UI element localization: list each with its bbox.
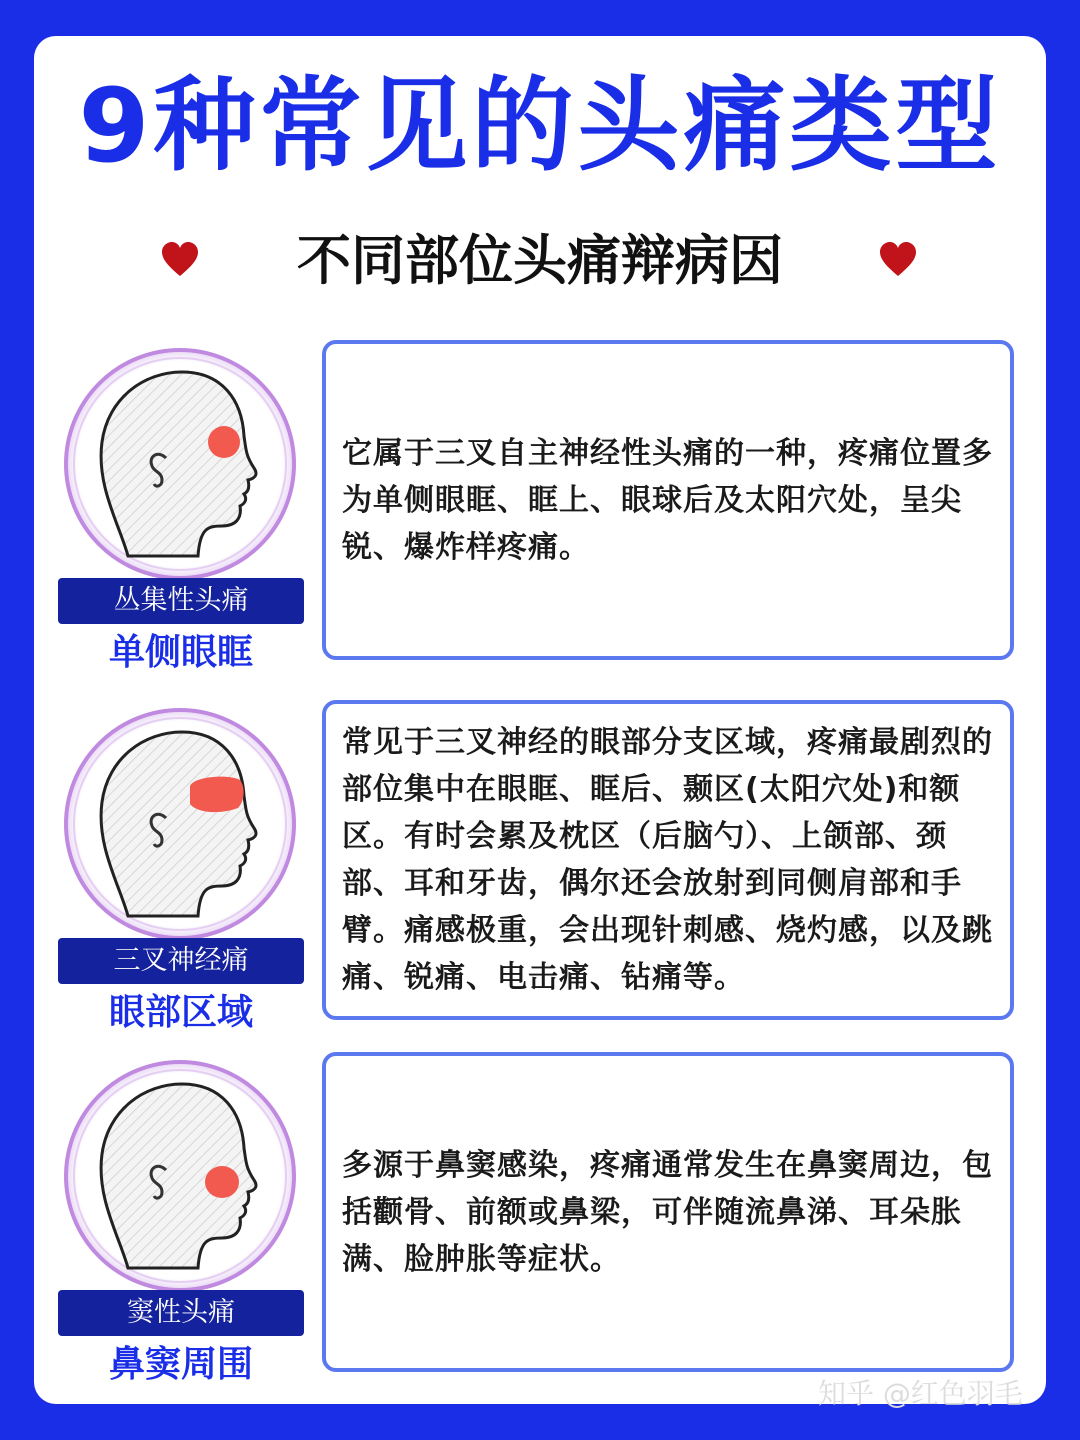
description-box: [322, 340, 1014, 660]
headache-section-sinus: [0, 1050, 1080, 1390]
pain-region-label: 鼻窦周围: [108, 1344, 253, 1385]
pain-region-label: 眼部区域: [108, 992, 253, 1033]
pain-spot: [190, 777, 244, 812]
headache-section-trigeminal: [0, 698, 1080, 1038]
pain-spot: [205, 1166, 239, 1198]
heart-icon: [878, 240, 918, 280]
head-profile-icon: [62, 346, 298, 582]
page-title: 9种常见的头痛类型: [78, 67, 1002, 186]
description-text: 多源于鼻窦感染，疼痛通常发生在鼻窦周边，包括颧骨、前额或鼻梁，可伴随流鼻涕、耳朵胀满、脸肿胀等症状。: [342, 1147, 993, 1277]
headache-section-cluster: [0, 338, 1080, 678]
description-text: 常见于三叉神经的眼部分支区域，疼痛最剧烈的部位集中在眼眶、眶后、颞区(太阳穴处)和额区。有时会累及枕区（后脑勺）、上颌部、颈部、耳和牙齿，偶尔还会放射到同侧肩部和手臂。痛感极重，会出现针刺感、烧灼感，以及跳痛、锐痛、电击痛、钻痛等。: [342, 725, 993, 995]
head-profile-icon: [62, 706, 298, 942]
description-box: [322, 700, 1014, 1020]
pain-spot: [208, 426, 240, 458]
watermark: 知乎 @红色羽毛: [818, 1377, 1023, 1410]
headache-type-label: 三叉神经痛: [58, 938, 304, 984]
description-box: [322, 1052, 1014, 1372]
head-profile-icon: [62, 1058, 298, 1294]
headache-type-label: 窦性头痛: [58, 1290, 304, 1336]
headache-type-label: 丛集性头痛: [58, 578, 304, 624]
description-text: 它属于三叉自主神经性头痛的一种，疼痛位置多为单侧眼眶、眶上、眼球后及太阳穴处，呈尖锐、爆炸样疼痛。: [342, 435, 993, 565]
pain-region-label: 单侧眼眶: [108, 632, 253, 673]
page-subtitle: 不同部位头痛辩病因: [297, 229, 783, 292]
